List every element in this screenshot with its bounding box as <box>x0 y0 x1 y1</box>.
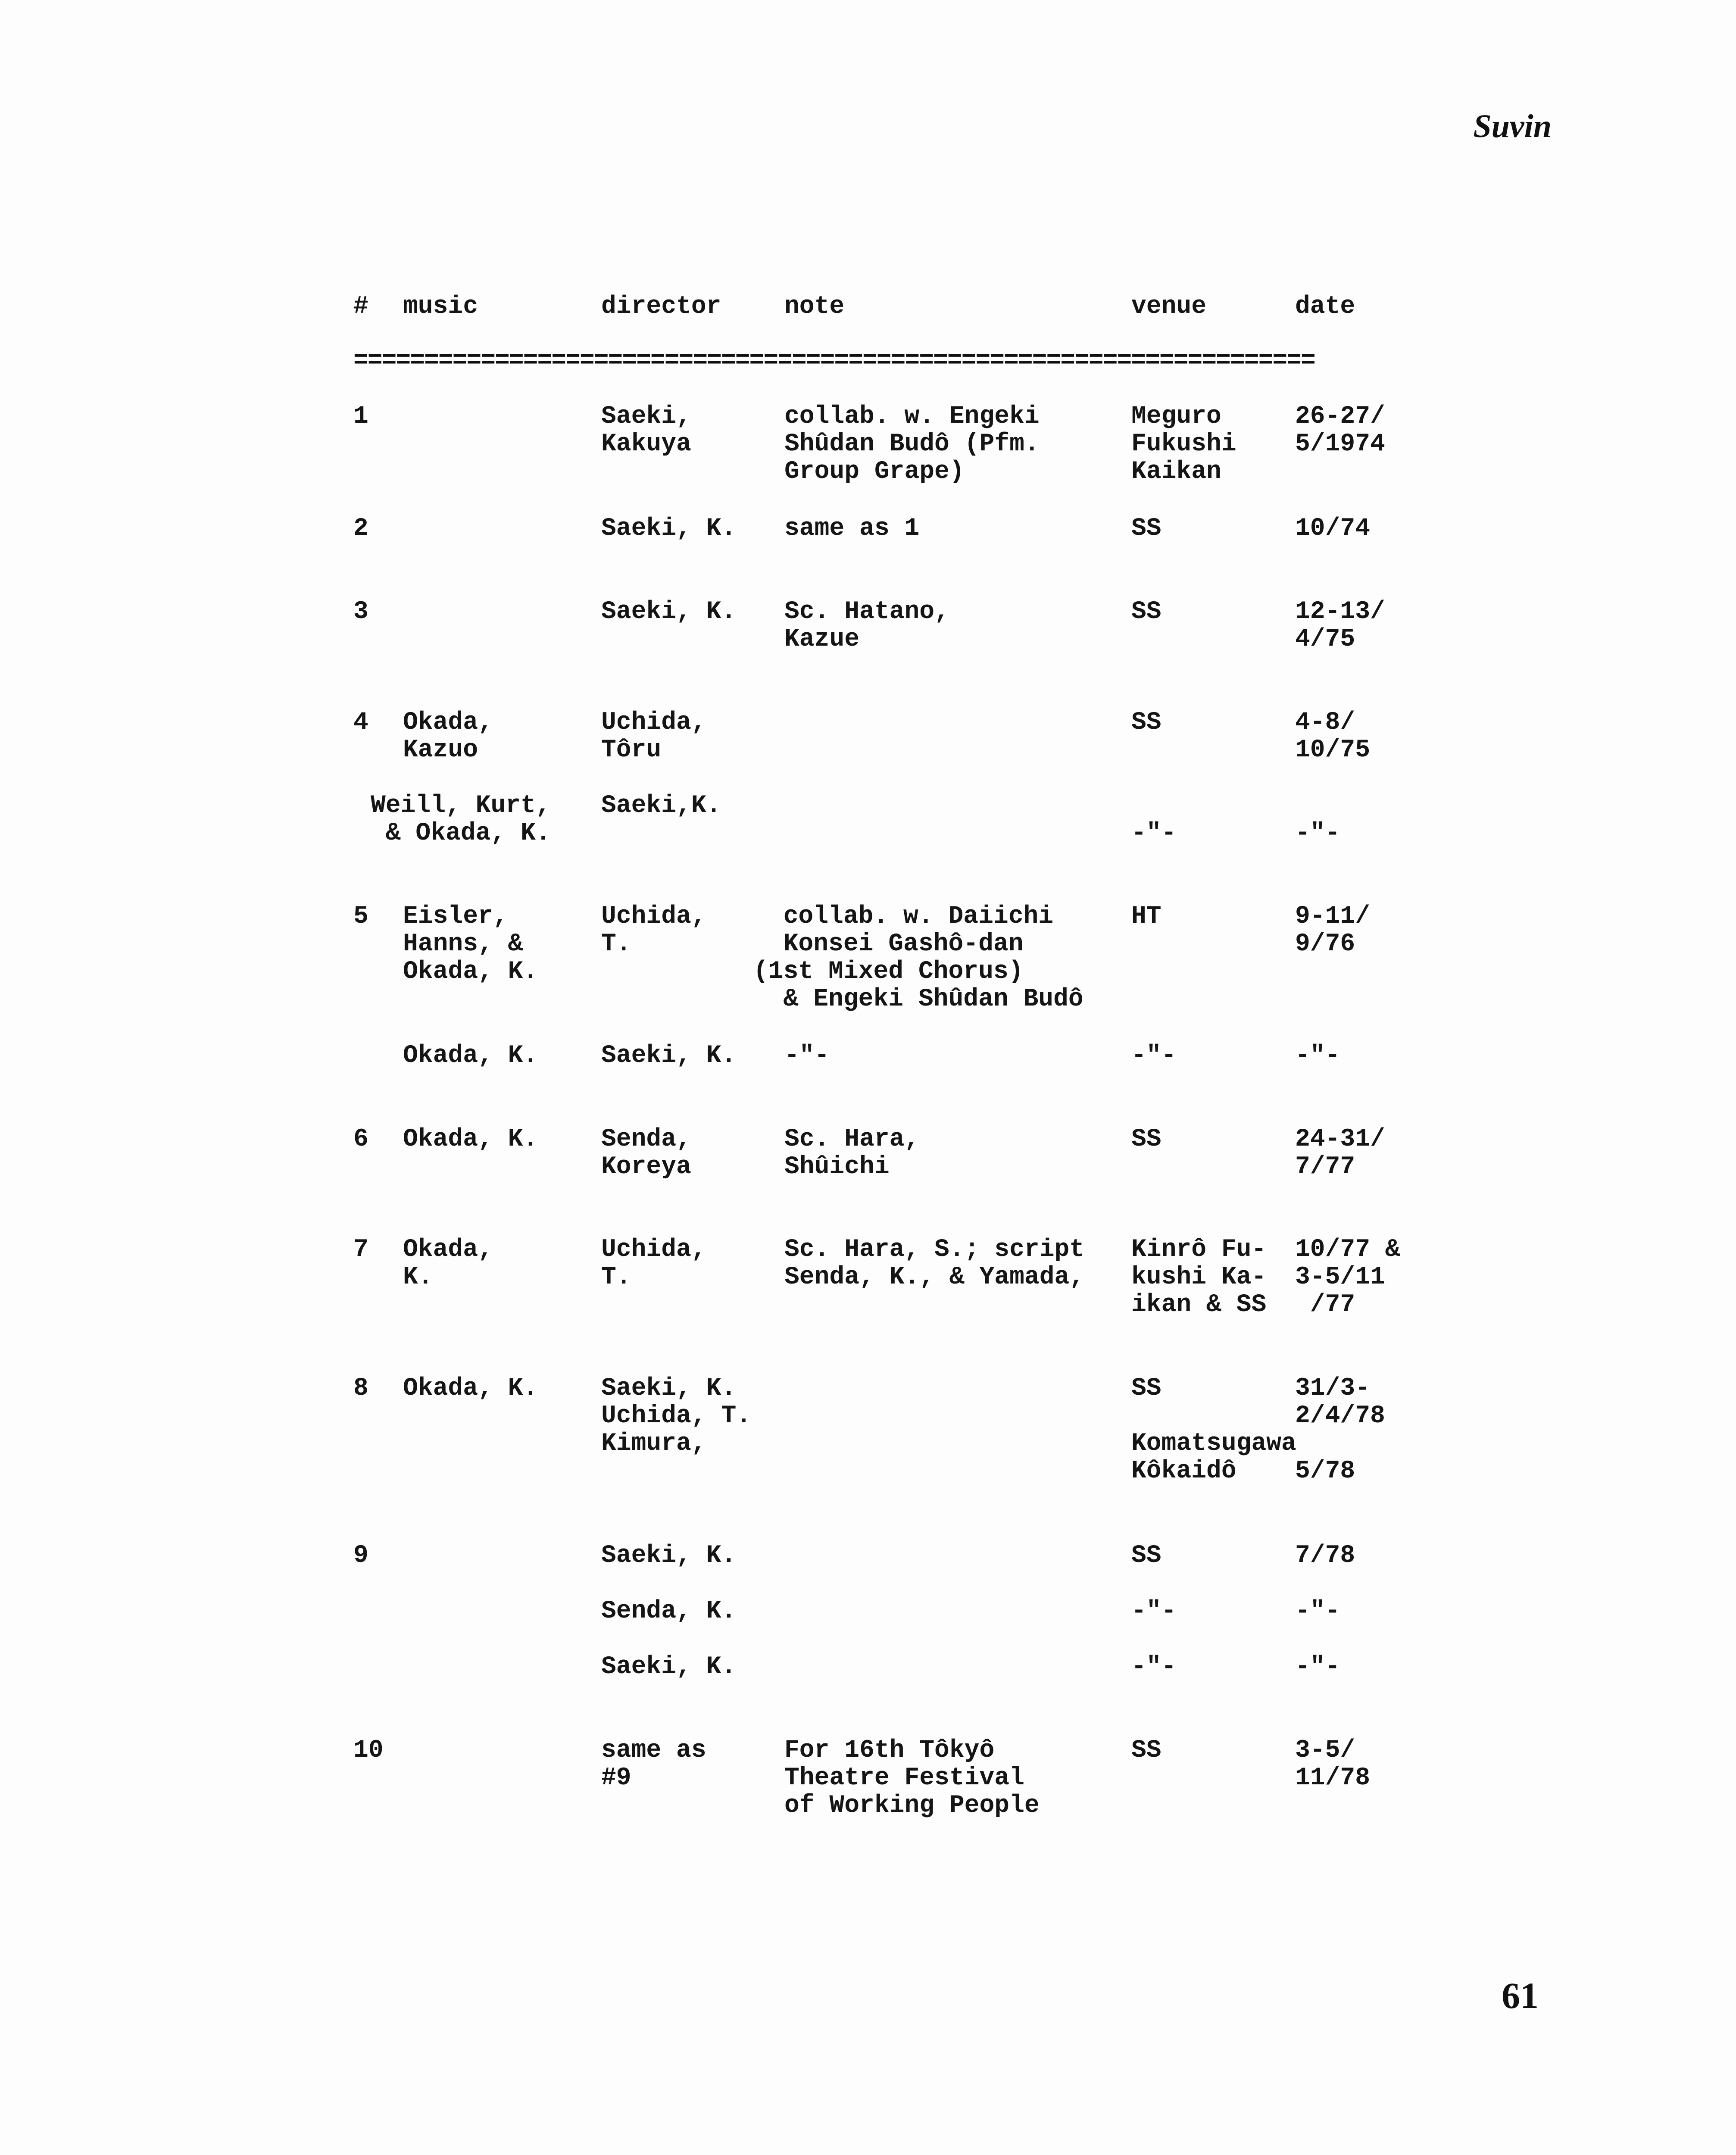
table-cell-director: Saeki, K. Uchida, T. Kimura, <box>601 1374 752 1458</box>
table-cell-note: Sc. Hatano, Kazue <box>784 598 949 653</box>
table-cell-date: -"- <box>1295 1042 1340 1070</box>
table-cell-venue: HT <box>1131 903 1161 931</box>
table-cell-num: 9 <box>353 1542 368 1570</box>
table-cell-venue: -"- <box>1131 1653 1177 1681</box>
table-cell-venue: -"- <box>1131 819 1177 847</box>
table-cell-venue: SS Komatsugawa Kôkaidô <box>1131 1374 1296 1485</box>
table-cell-music: Okada, K. <box>403 1042 538 1070</box>
table-cell-venue: SS <box>1131 1125 1161 1153</box>
table-cell-note: collab. w. Engeki Shûdan Budô (Pfm. Group Grape) <box>784 403 1040 486</box>
table-cell-venue: SS <box>1131 1542 1161 1570</box>
table-cell-director: Saeki, K. <box>601 598 737 626</box>
table-cell-date: 31/3- 2/4/78 5/78 <box>1295 1374 1385 1485</box>
table-cell-venue: SS <box>1131 1736 1161 1765</box>
column-header-number: # <box>353 293 368 321</box>
table-cell-director: Saeki, K. <box>601 1042 737 1070</box>
table-cell-venue: SS <box>1131 598 1161 626</box>
table-cell-date: 9-11/ 9/76 <box>1295 903 1371 958</box>
table-cell-director: Uchida, T. <box>601 903 706 958</box>
running-header-author: Suvin <box>1473 108 1552 144</box>
table-cell-num: 4 <box>353 709 368 737</box>
table-cell-note: For 16th Tôkyô Theatre Festival of Working People <box>784 1736 1040 1820</box>
table-cell-director: Saeki, K. <box>601 1542 737 1570</box>
table-cell-num: 2 <box>353 515 368 543</box>
column-header-note: note <box>784 293 845 321</box>
table-cell-venue: Meguro Fukushi Kaikan <box>1131 403 1236 486</box>
table-cell-num: 6 <box>353 1125 368 1153</box>
table-cell-venue: -"- <box>1131 1597 1177 1625</box>
table-cell-note: -"- <box>784 1042 830 1070</box>
table-cell-venue: -"- <box>1131 1042 1177 1070</box>
table-cell-music: Okada, K. <box>403 1125 538 1153</box>
page-number: 61 <box>1502 1975 1539 2016</box>
table-cell-num: 3 <box>353 598 368 626</box>
table-cell-music: Okada, K. <box>403 1236 493 1291</box>
table-cell-venue: SS <box>1131 515 1161 543</box>
table-cell-date: 26-27/ 5/1974 <box>1295 403 1385 458</box>
table-cell-director: Senda, Koreya <box>601 1125 691 1181</box>
header-double-rule: ==================================================================== <box>353 353 1315 369</box>
table-cell-num: 5 <box>353 903 368 931</box>
table-cell-num: 10 <box>353 1736 384 1765</box>
table-cell-date: 10/77 & 3-5/11 /77 <box>1295 1236 1400 1319</box>
table-cell-director: Saeki, Kakuya <box>601 403 691 458</box>
table-cell-venue: SS <box>1131 709 1161 737</box>
table-cell-date: -"- <box>1295 1597 1340 1625</box>
table-cell-director: Uchida, T. <box>601 1236 706 1291</box>
table-cell-music: Okada, K. <box>403 1374 538 1402</box>
table-cell-music: Okada, Kazuo <box>403 709 493 764</box>
table-cell-date: 10/74 <box>1295 515 1371 543</box>
table-cell-director: Uchida, Tôru <box>601 709 706 764</box>
table-cell-date: 4-8/ 10/75 <box>1295 709 1371 764</box>
table-cell-note: collab. w. Daiichi Konsei Gashô-dan (1st Mixed Chorus) & Engeki Shûdan Budô <box>753 903 1083 1013</box>
table-cell-num: 8 <box>353 1374 368 1402</box>
table-cell-director: Saeki, K. <box>601 515 737 543</box>
table-cell-date: 3-5/ 11/78 <box>1295 1736 1371 1792</box>
table-cell-num: 1 <box>353 403 368 431</box>
column-header-date: date <box>1295 293 1355 321</box>
table-cell-num: 7 <box>353 1236 368 1264</box>
table-cell-director: Senda, K. <box>601 1597 737 1625</box>
table-cell-date: 7/78 <box>1295 1542 1355 1570</box>
column-header-director: director <box>601 293 721 321</box>
table-cell-note: Sc. Hara, Shûichi <box>784 1125 920 1181</box>
column-header-music: music <box>403 293 478 321</box>
table-cell-venue: Kinrô Fu- kushi Ka- ikan & SS <box>1131 1236 1267 1319</box>
table-cell-director: same as #9 <box>601 1736 706 1792</box>
table-cell-director: Saeki, K. <box>601 1653 737 1681</box>
table-cell-music: Eisler, Hanns, & Okada, K. <box>403 903 538 986</box>
table-cell-date: -"- <box>1295 819 1340 847</box>
table-cell-note: Sc. Hara, S.; script Senda, K., & Yamada, <box>784 1236 1085 1291</box>
table-cell-note: same as 1 <box>784 515 920 543</box>
table-cell-date: 12-13/ 4/75 <box>1295 598 1385 653</box>
table-cell-music: Weill, Kurt, & Okada, K. <box>371 792 551 847</box>
table-cell-date: 24-31/ 7/77 <box>1295 1125 1385 1181</box>
table-cell-director: Saeki,K. <box>601 792 721 820</box>
table-cell-date: -"- <box>1295 1653 1340 1681</box>
column-header-venue: venue <box>1131 293 1207 321</box>
